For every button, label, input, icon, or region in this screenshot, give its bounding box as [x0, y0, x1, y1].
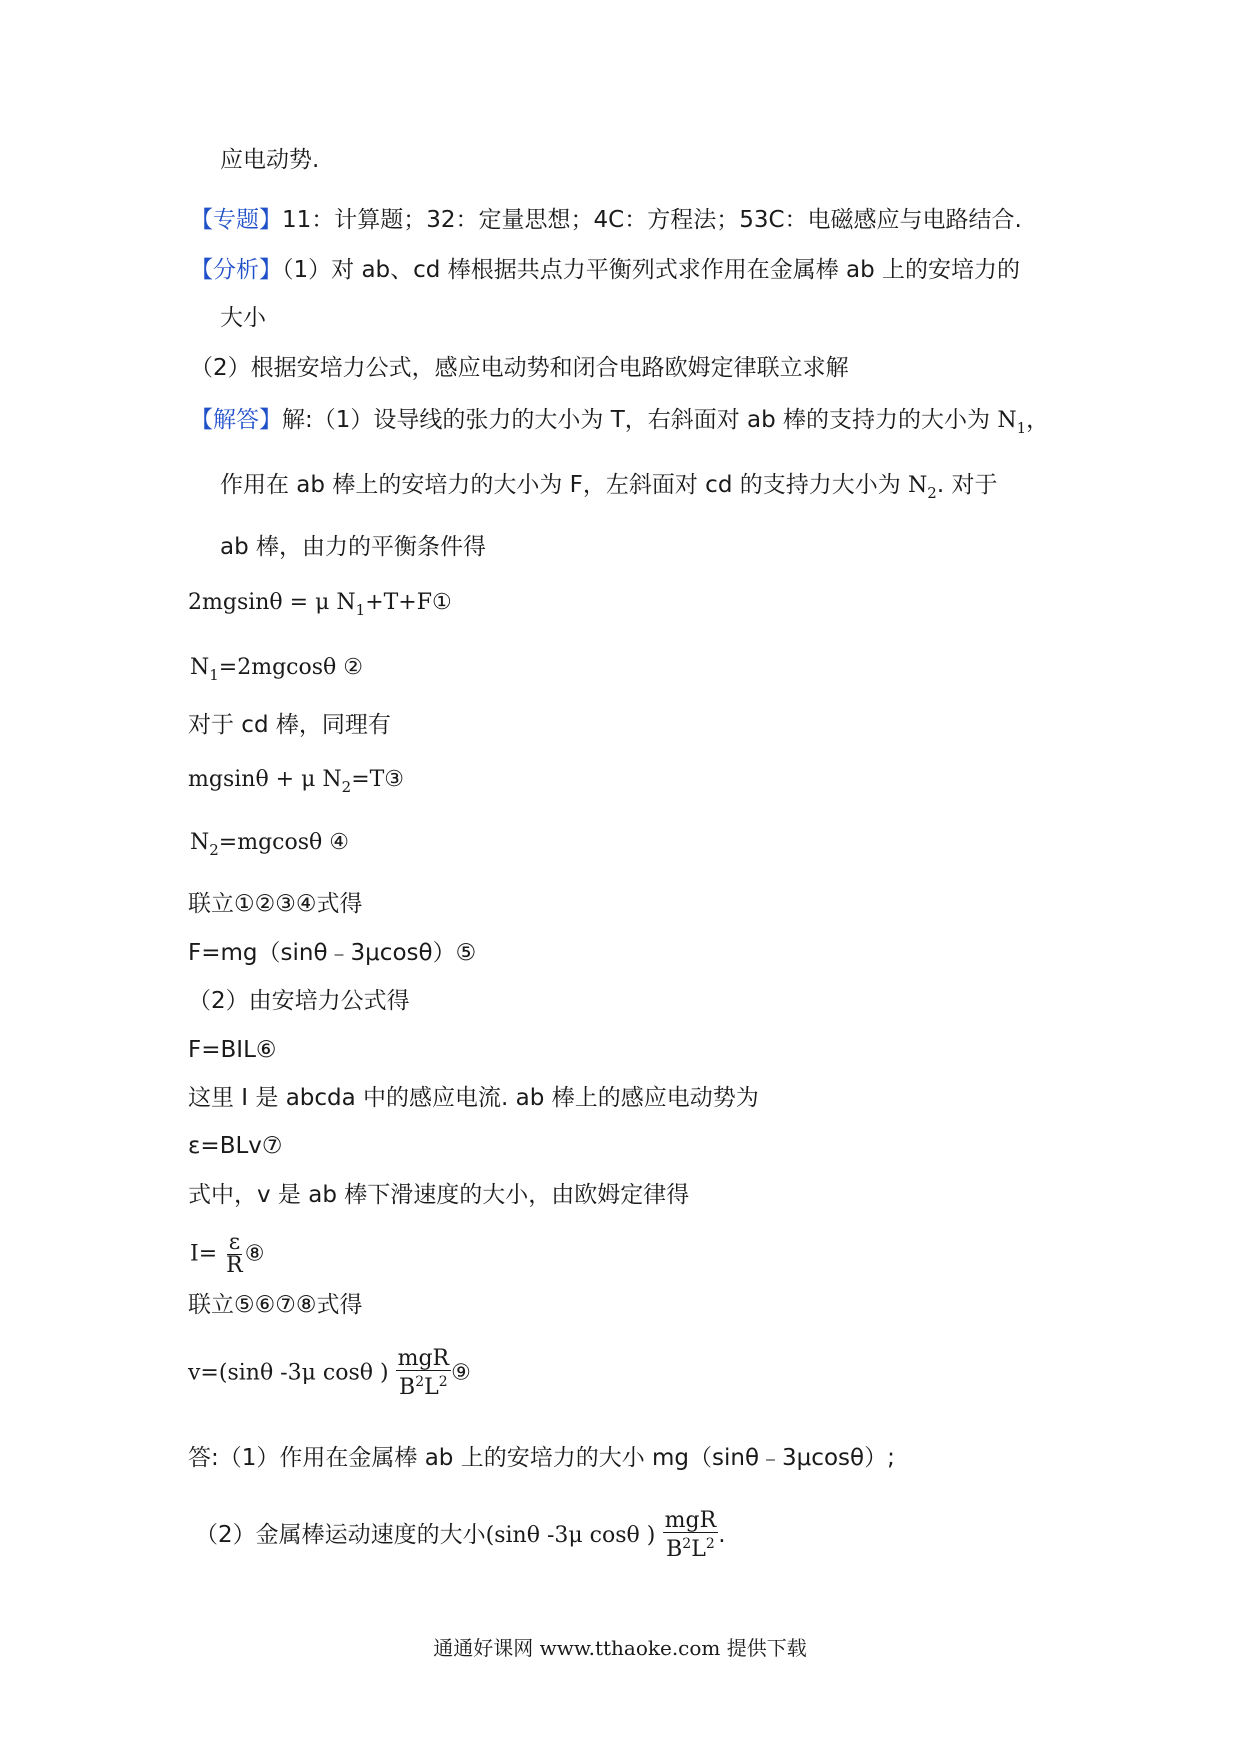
equation-2: $N_1=2mgcos\theta$ ② — [190, 655, 363, 684]
solution-tag: 【解答】 — [190, 407, 282, 433]
equation-6: F=BIL⑥ — [188, 1037, 277, 1063]
text-line: 这里 I 是 abcda 中的感应电流. ab 棒上的感应电动势为 — [188, 1085, 759, 1111]
equation-9: v=(sinθ -3μ cosθ ) $\frac{\text{mgR}}{B^2L^2}$ ⑨ — [188, 1346, 471, 1400]
fraction: $\frac{\text{mgR}}{B^2L^2}$ — [397, 1346, 450, 1400]
page-footer: 通通好课网 www.tthaoke.com 提供下载 — [433, 1636, 807, 1660]
solution-line: 【解答】解:（1）设导线的张力的大小为 T，右斜面对 ab 棒的支持力的大小为 $N_1$， — [190, 407, 1050, 437]
equation-7: ε=BLv⑦ — [188, 1133, 283, 1159]
equation-1: 2mgsinθ = μ $N_1+T+F①$ — [188, 590, 452, 619]
topic-tag: 【专题】 — [190, 207, 282, 233]
topic-text: 11：计算题；32：定量思想；4C：方程法；53C：电磁感应与电路结合. — [282, 207, 1022, 233]
equation-8: I= $\frac{\varepsilon}{R}$ ⑧ — [190, 1230, 265, 1278]
analysis-line — [190, 255, 1020, 285]
symbol-n2: $N_2$ — [908, 473, 937, 502]
fraction: $\frac{\text{mgR}}{B^2L^2}$ — [664, 1508, 717, 1562]
text-line: 联立⑤⑥⑦⑧式得 — [188, 1292, 363, 1318]
text-line: ab 棒，由力的平衡条件得 — [220, 534, 487, 560]
equation-4: $N_2=mgcos\theta$ ④ — [190, 830, 349, 859]
analysis-text: （1）对 ab、cd 棒根据共点力平衡列式求作用在金属棒 ab 上的安培力的 — [282, 257, 1021, 283]
text-line: 式中，v 是 ab 棒下滑速度的大小，由欧姆定律得 — [188, 1182, 690, 1208]
answer-line-1: 答:（1）作用在金属棒 ab 上的安培力的大小 mg（sinθ﹣3μcosθ）; — [188, 1445, 895, 1471]
solution-text: 解:（1）设导线的张力的大小为 T，右斜面对 ab 棒的支持力的大小为 — [282, 407, 991, 433]
answer-line-2: （2）金属棒运动速度的大小(sinθ -3μ cosθ ) $\frac{\text{mgR}}{B^2L^2}$ . — [195, 1508, 726, 1562]
symbol-n1: $N_1$ — [997, 408, 1027, 437]
text-line: 作用在 ab 棒上的安培力的大小为 F，左斜面对 cd 的支持力大小为 $N_2$. 对于 — [220, 472, 998, 502]
text-line: 应电动势. — [220, 147, 320, 173]
text-line: 对于 cd 棒，同理有 — [188, 712, 391, 738]
topic-line — [190, 205, 1022, 235]
equation-3: mgsinθ + μ $N_2=T③$ — [188, 767, 405, 796]
equation-5: F=mg（sinθ﹣3μcosθ）⑤ — [188, 940, 477, 966]
analysis-tag: 【分析】 — [190, 257, 282, 283]
text-line: （2）根据安培力公式，感应电动势和闭合电路欧姆定律联立求解 — [190, 355, 849, 381]
text-line: （2）由安培力公式得 — [188, 988, 410, 1014]
text-line: 大小 — [220, 305, 266, 331]
fraction: $\frac{\varepsilon}{R}$ — [226, 1230, 243, 1278]
text-line: 联立①②③④式得 — [188, 891, 363, 917]
